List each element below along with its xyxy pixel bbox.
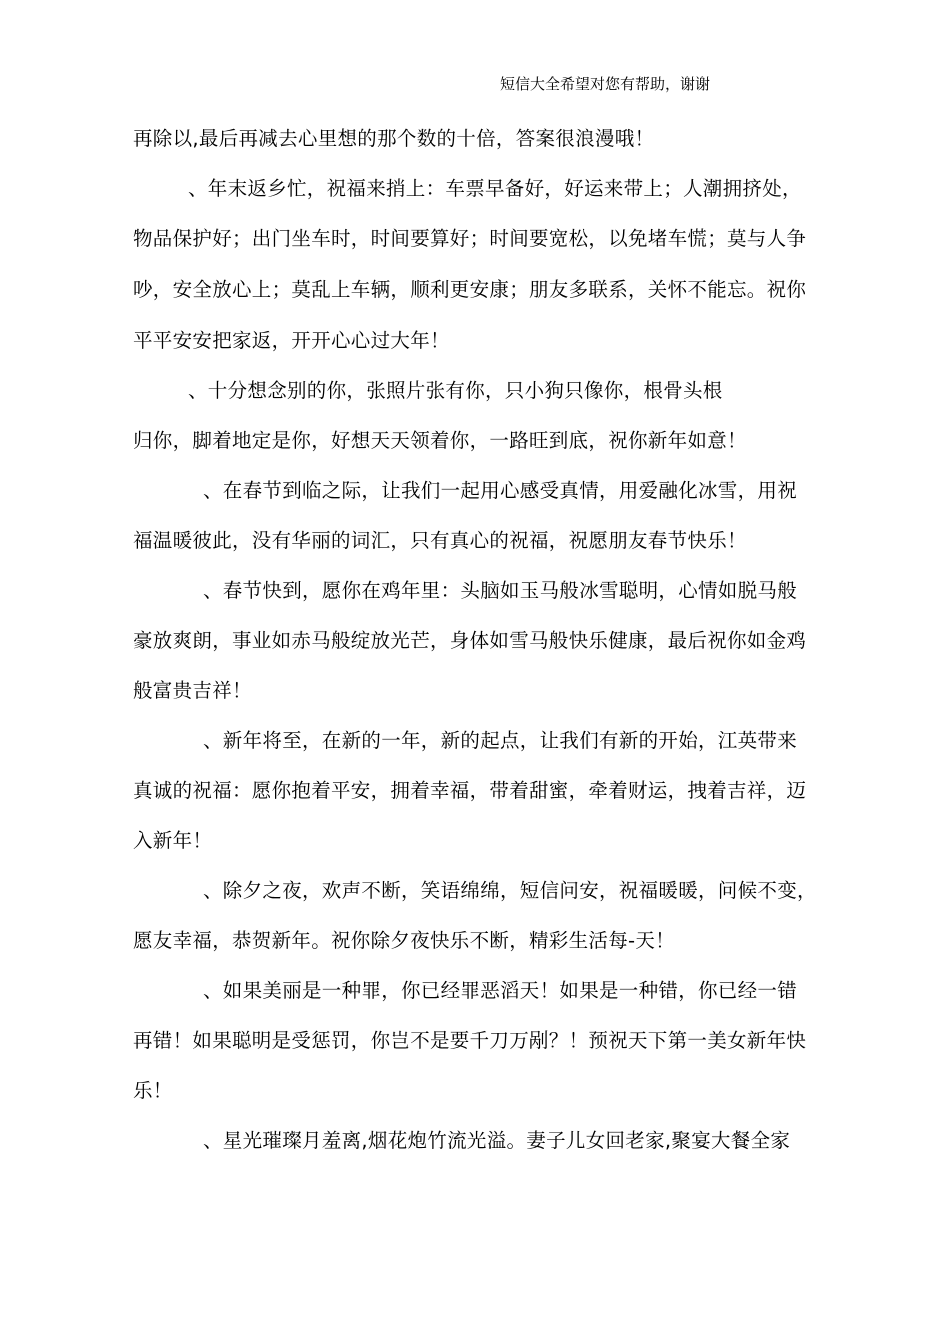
text-line: 再除以,最后再减去心里想的那个数的十倍，答案很浪漫哦！	[133, 127, 655, 150]
text-line: 、星光璀璨月羞离,烟花炮竹流光溢。妻子儿女回老家,聚宴大餐全家	[203, 1129, 791, 1152]
text-line: 、十分想念别的你，张照片张有你，只小狗只像你，根骨头根	[188, 379, 723, 402]
text-line: 豪放爽朗，事业如赤马般绽放光芒，身体如雪马般快乐健康，最后祝你如金鸡	[133, 629, 807, 652]
text-line: 、春节快到，愿你在鸡年里：头脑如玉马般冰雪聪明，心情如脱马般	[203, 579, 798, 602]
text-line: 真诚的祝福：愿你抱着平安，拥着幸福，带着甜蜜，牵着财运，拽着吉祥，迈	[133, 779, 807, 802]
text-line: 、年末返乡忙，祝福来捎上：车票早备好，好运来带上；人潮拥挤处，	[188, 177, 802, 200]
text-line: 乐！	[133, 1079, 173, 1102]
text-line: 、新年将至，在新的一年，新的起点，让我们有新的开始，江英带来	[203, 729, 798, 752]
text-line: 平平安安把家返，开开心心过大年！	[133, 329, 450, 352]
text-line: 吵，安全放心上；莫乱上车辆，顺利更安康；朋友多联系，关怀不能忘。祝你	[133, 278, 807, 301]
text-line: 物品保护好；出门坐车时，时间要算好；时间要宽松，以免堵车慌；莫与人争	[133, 227, 807, 250]
text-line: 、如果美丽是一种罪，你已经罪恶滔天！如果是一种错，你已经一错	[203, 979, 798, 1002]
text-line: 、除夕之夜，欢声不断，笑语绵绵，短信问安，祝福暖暖，问候不变，	[203, 879, 817, 902]
text-line: 、在春节到临之际，让我们一起用心感受真情，用爱融化冰雪，用祝	[203, 479, 798, 502]
text-line: 愿友幸福，恭贺新年。祝你除夕夜快乐不断，精彩生活每-天！	[133, 929, 675, 952]
text-line: 再错！如果聪明是受惩罚，你岂不是要千刀万剐？！预祝天下第一美女新年快	[133, 1029, 807, 1052]
text-line: 入新年！	[133, 829, 213, 852]
text-line: 归你，脚着地定是你，好想天天领着你，一路旺到底，祝你新年如意！	[133, 429, 747, 452]
text-line: 般富贵吉祥！	[133, 679, 252, 702]
text-line: 福温暖彼此，没有华丽的词汇，只有真心的祝福，祝愿朋友春节快乐！	[133, 529, 747, 552]
header-note: 短信大全希望对您有帮助，谢谢	[500, 75, 711, 93]
